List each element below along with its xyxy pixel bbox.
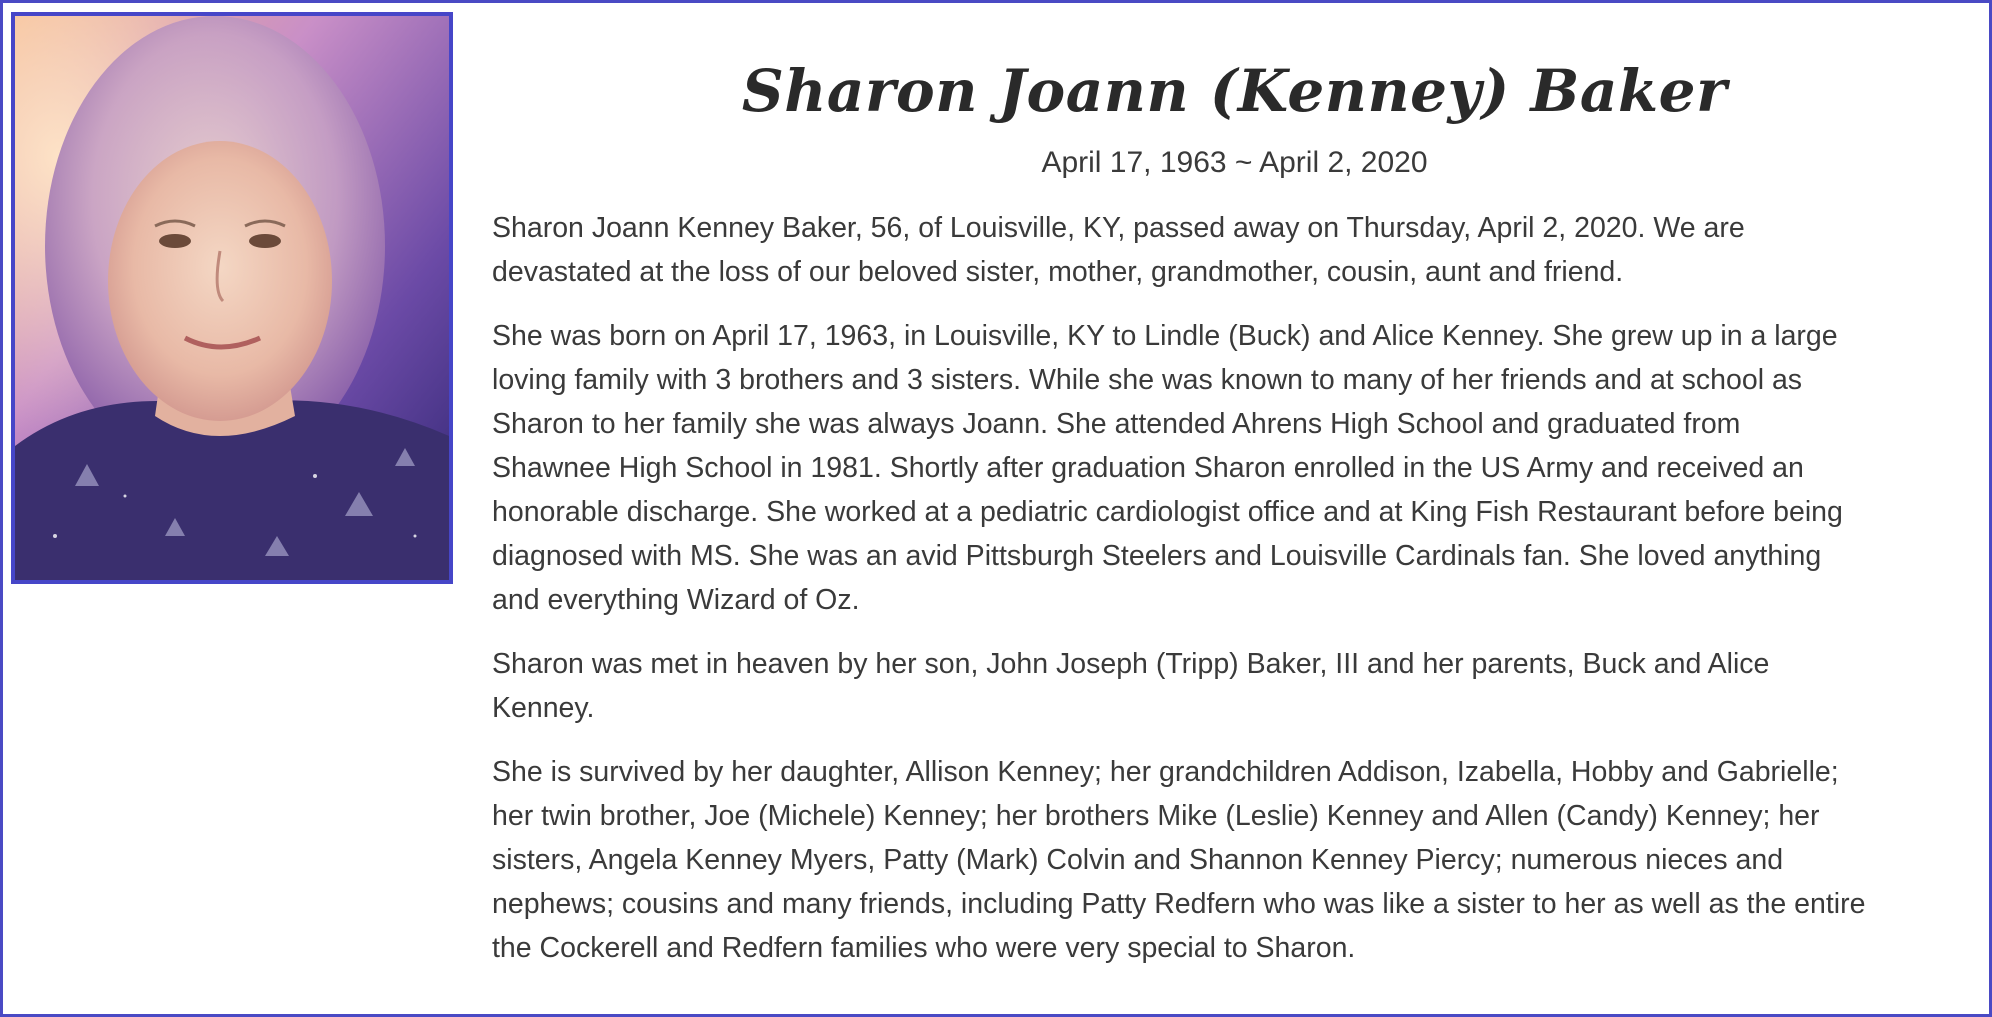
paragraph-line: She is survived by her daughter, Allison Kenney; her grandchildren Addison, Izabella, Hobby and Gabrielle; bbox=[492, 756, 1839, 788]
paragraph-line: nephews; cousins and many friends, including Patty Redfern who was like a sister to her as well as the entire bbox=[492, 888, 1866, 920]
paragraph-line: diagnosed with MS. She was an avid Pittsburgh Steelers and Louisville Cardinals fan. She loved anything bbox=[492, 540, 1822, 572]
obituary-paragraph bbox=[492, 314, 1977, 622]
paragraph-line: Shawnee High School in 1981. Shortly after graduation Sharon enrolled in the US Army and received an bbox=[492, 452, 1804, 484]
paragraph-line: honorable discharge. She worked at a pediatric cardiologist office and at King Fish Restaurant before being bbox=[492, 496, 1843, 528]
portrait-photo bbox=[11, 12, 453, 584]
paragraph-line: devastated at the loss of our beloved sister, mother, grandmother, cousin, aunt and friend. bbox=[492, 256, 1624, 288]
obituary-paragraph bbox=[492, 642, 1977, 730]
obituary-name: Sharon Joann (Kenney) Baker bbox=[741, 57, 1728, 125]
paragraph-line: loving family with 3 brothers and 3 sisters. While she was known to many of her friends and at school as bbox=[492, 364, 1803, 396]
obituary-paragraph bbox=[492, 206, 1977, 294]
portrait-image bbox=[15, 16, 449, 580]
paragraph-line: Kenney. bbox=[492, 692, 595, 724]
paragraph-line: Sharon was met in heaven by her son, John Joseph (Tripp) Baker, III and her parents, Buck and Alice bbox=[492, 648, 1770, 680]
paragraph-line: Sharon to her family she was always Joann. She attended Ahrens High School and graduated from bbox=[492, 408, 1741, 440]
paragraph-line: sisters, Angela Kenney Myers, Patty (Mark) Colvin and Shannon Kenney Piercy; numerous nieces and bbox=[492, 844, 1784, 876]
paragraph-line: her twin brother, Joe (Michele) Kenney; her brothers Mike (Leslie) Kenney and Allen (Candy) Kenney; her bbox=[492, 800, 1820, 832]
obituary-content bbox=[492, 43, 1977, 970]
paragraph-line: the Cockerell and Redfern families who were very special to Sharon. bbox=[492, 932, 1356, 964]
life-dates: April 17, 1963 ~ April 2, 2020 bbox=[1041, 146, 1428, 179]
obituary-paragraph bbox=[492, 750, 1977, 970]
paragraph-line: She was born on April 17, 1963, in Louisville, KY to Lindle (Buck) and Alice Kenney. She grew up in a large bbox=[492, 320, 1838, 352]
paragraph-line: and everything Wizard of Oz. bbox=[492, 584, 860, 616]
paragraph-line: Sharon Joann Kenney Baker, 56, of Louisville, KY, passed away on Thursday, April 2, 2020. We are bbox=[492, 212, 1745, 244]
